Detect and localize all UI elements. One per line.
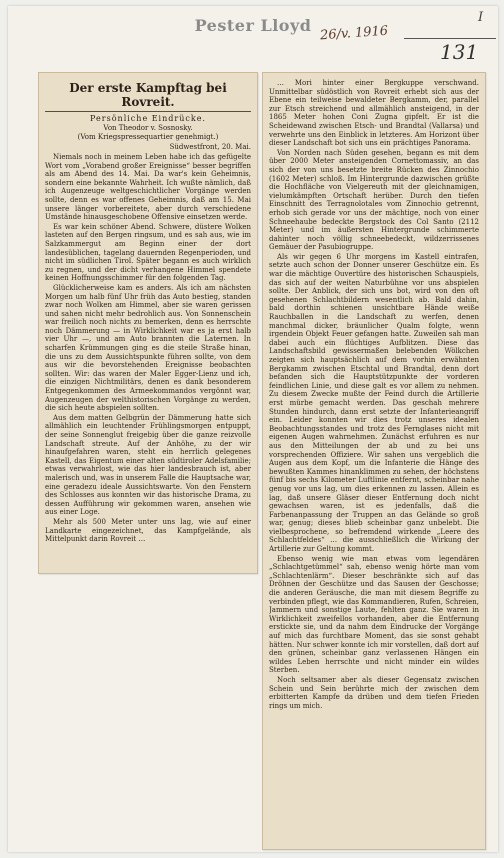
handwritten-roman-numeral: I	[478, 10, 484, 25]
paragraph: Mehr als 500 Meter unter uns lag, wie auf einer Landkarte eingezeichnet, das Kampfgelände, als Mittelpunkt darin Rovreit …	[45, 517, 251, 544]
newspaper-masthead: Pester Lloyd	[194, 16, 312, 35]
article-subtitle: Persönliche Eindrücke.	[90, 114, 206, 123]
clipping-left-column	[38, 72, 258, 574]
paragraph: … Mori hinter einer Bergkuppe verschwand. Unmittelbar südöstlich von Rovreit erhebt sich aus der Ebene ein teilweise bewaldeter Bergkamm, der, parallel zur Etsch streichend und allmählich ansteigend, in der 1865 Meter hohen Coni Zugna gipfelt. Er ist die Scheidewand zwischen Etsch- und Brandtal (Vallarsa) und verwehrte uns den Einblick in letzteres. Am Horizont über dieser Landschaft bot sich uns ein prächtiges Panorama.	[269, 79, 479, 148]
paragraph: Noch seltsamer aber als dieser Gegensatz zwischen Schein und Sein berührte mich der zwischen dem erbitterten Kampfe da drüben und dem tiefen Frieden rings um mich.	[269, 675, 479, 710]
paragraph: Es war kein schöner Abend. Schwere, düstere Wolken lasteten auf den Bergen ringsum, und es sah aus, wie im Salzkammergut am Beginn einer der dort landesüblichen, tagelang dauernden Regenperioden, und nicht im südlichen Tirol. Später begann es auch wirklich zu regnen, und der dicht verhangene Himmel spendete keinen Hoffnungsschimmer für den folgenden Tag.	[45, 222, 251, 283]
clipping-right-column	[262, 72, 486, 850]
paragraph: Niemals noch in meinem Leben habe ich das gefügelte Wort vom „Vorabend großer Ereignisse“ besser begriffen als am Abend des 14. Mai. Da war's kein Geheimnis, sondern eine bekannte Wahrheit. Ich wußte nämlich, daß ich Augenzeuge weltgeschichtlicher Vorgänge werden sollte, denn es war offenes Geheimnis, daß am 15. Mai unsere länger vorbereitete, aber durch verschiedene Umstände hinausgeschobene Offensive einsetzen werde.	[45, 153, 251, 222]
paragraph: Als wir gegen 6 Uhr morgens im Kastell eintrafen, setzte auch schon der Donner unserer Geschütze ein. Es war die mächtige Ouvertüre des historischen Schauspiels, das sich auf der weiten Naturbühne vor uns abspielen sollte. Der Anblick, der sich uns bot, wird von den oft gesehenen Schlachtbildern wesentlich ab. Bald dahin, bald dorthin schienen unsichtbare Hände weiße Rauchballen in die Landschaft zu werfen, denen manchmal dicker, bräunlicher Qualm folgte, wenn irgendein Objekt Feuer gefangen hatte. Zuweilen sah man dabei auch ein flüchtiges Aufblitzen. Diese das Landschaftsbild gewissermaßen belebenden Wölkchen zeigten sich hauptsächlich auf dem vorhin erwähnten Bergkamm zwischen Etschtal und Brandtal, denn dort befanden sich die Hauptstützpunkte der vorderen feindlichen Linie, und diese galt es vor allem zu nehmen. Zu diesem Zwecke mußte der Feind durch die Artillerie erst mürbe gemacht werden. Das geschah mehrere Stunden hindurch, dann erst setzte der Infanterieangriff ein. Leider konnten wir dies trotz unseres idealen Beobachtungsstandes und trotz des Fernglases nicht mit eigenen Augen wahrnehmen. Zunächst erfuhren es nur aus den Mitteilungen der ab und zu bei uns vorsprechenden Offiziere. Wir sahen uns vergeblich die Augen aus dem Kopf, um die Infanterie die Hänge des bewußten Kammes hinanklimmen zu sehen, der höchstens fünf bis sechs Kilometer Luftlinie entfernt, scheinbar nahe genug vor uns lag, um dies erkennen zu lassen. Allein es lag, daß unsere Gläser dieser Entfernung doch nicht gewachsen waren, ist es jedenfalls, daß die Farbenanpassung der Truppen an das Gelände so groß war, genug; dieses blieb scheinbar ganz unbelebt. Die vielbesprochene, so befremdend wirkende „Leere des Schlachtfeldes“ … die ausschließlich die Wirkung der Artillerie zur Geltung kommt.	[269, 252, 479, 554]
article-author: Von Theodor v. Sosnosky.	[103, 124, 193, 132]
handwritten-date: 26/v. 1916	[319, 23, 389, 44]
handwritten-archive-number: 131	[440, 40, 479, 64]
right-column-text	[269, 79, 479, 843]
left-column-text	[45, 79, 251, 567]
article-source-note: (Vom Kriegspressequartier genehmigt.)	[77, 133, 219, 141]
paragraph: Ebenso wenig wie man etwas vom legendären „Schlachtgetümmel“ sah, ebenso wenig hörte man vom „Schlachtenlärm“. Dieser beschränkte sich auf das Dröhnen der Geschütze und das Sausen der Geschosse; die anderen Geräusche, die man mit diesem Begriffe zu verbinden pflegt, wie das Kommandieren, Rufen, Schreien, Jammern und sonstige Laute, fehlten ganz. Sie waren in Wirklichkeit zweifellos vorhanden, aber die Entfernung erstickte sie, und da nahm dem Eindrucke der Vorgänge auf mich das furchtbare Moment, das sie sonst gehabt hätten. Nur schwer konnte ich mir vorstellen, daß dort auf den grünen, scheinbar ganz verlassenen Hängen ein wildes Leben herrschte und nicht minder ein wildes Sterben.	[269, 554, 479, 675]
pencil-rule	[404, 38, 496, 39]
paragraph: Glücklicherweise kam es anders. Als ich am nächsten Morgen um halb fünf Uhr früh das Auto bestieg, standen zwar noch Wolken am Himmel, aber sie waren gerissen und sahen nicht mehr bedrohlich aus. Von Sonnenschein war freilich noch nichts zu bemerken, denn es herrschte noch Dämmerung — in Wirklichkeit war es ja erst halb vier Uhr —, und am Auto brannten die Laternen. In scharfen Krümmungen ging es die steile Straße hinan, die uns zu dem Aussichtspunkte führen sollte, von dem aus wir die bevorstehenden Ereignisse beobachten sollten. Wir: das waren der Maler Egger-Lienz und ich, die einzigen Nichtmilitärs, denen es dank besonderem Entgegenkommen des Armeekommandos vergönnt war, Augenzeugen der welthistorischen Vorgänge zu werden, die sich heute abspielen sollten.	[45, 283, 251, 413]
article-title: Der erste Kampftag bei Rovreit.	[45, 81, 251, 112]
paragraph: Von Norden nach Süden gesehen, begann es mit dem über 2000 Meter ansteigenden Cornettomassiv, an das sich der von uns besetzte breite Rücken des Zinnochio (1602 Meter) schloß. Im Hintergrunde dazwischen grüßte die Hochfläche von Vielgereuth mit der gleichnamigen, vielumkämpften Ortschaft herüber. Durch den tiefen Einschnitt des Terragnolotales vom Zinnochio getrennt, erhob sich gerade vor uns der mächtige, noch von einer Schneehaube bedeckte Bergstock des Col Santo (2112 Meter) und im äußersten Hintergrunde schimmerte dahinter noch völlig schneebedeckt, wildzerrissenes Gemäuer der Pasubiogruppe.	[269, 148, 479, 252]
archive-sheet	[8, 6, 498, 852]
article-dateline: Südwestfront, 20. Mai.	[169, 143, 251, 151]
paragraph: Aus dem matten Gelbgrün der Dämmerung hatte sich allmählich ein leuchtender Frühlingsmorgen entpuppt, der seine Sonnenglut freigebig über die ganze reizvolle Landschaft streute. Auf der Anhöhe, zu der wir hinaufgefahren waren, steht ein herrlich gelegenes Kastell, das Eigentum einer alten südtiroler Adelsfamilie; etwas verwahrlost, wie das hier landesbrauch ist, aber malerisch und, was in unserem Falle die Hauptsache war, eine geradezu ideale Aussichtswarte. Von den Fenstern des Schlosses aus konnten wir das historische Drama, zu dessen Aufführung wir gekommen waren, ansehen wie aus einer Loge.	[45, 413, 251, 517]
